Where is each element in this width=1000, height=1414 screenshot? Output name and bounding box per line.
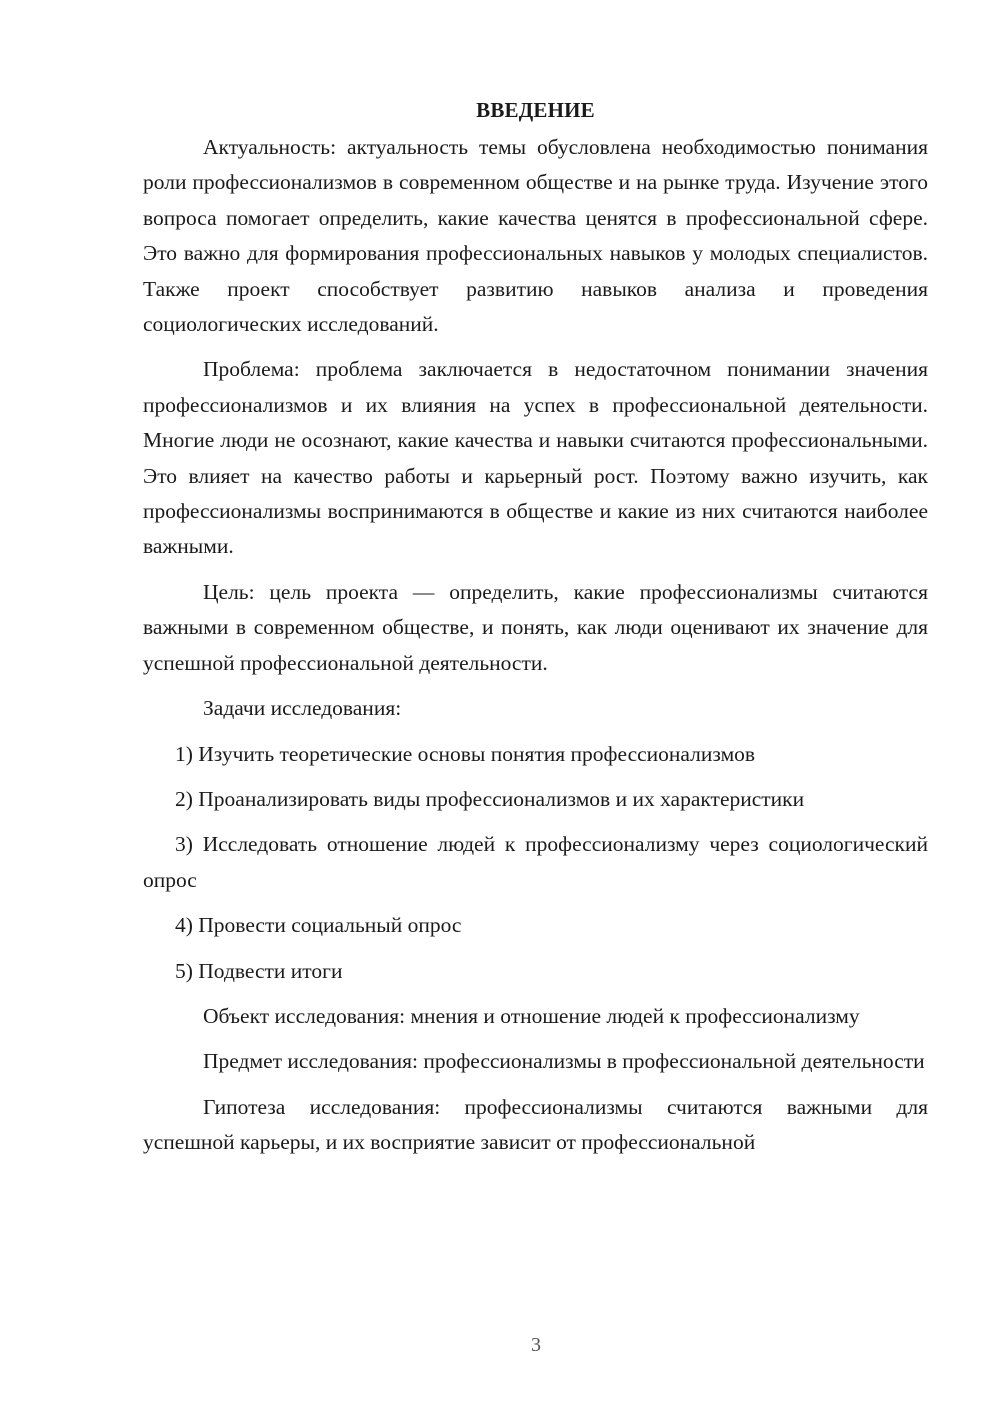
page-number: 3 (531, 1334, 541, 1356)
task-item-4: 4) Провести социальный опрос (175, 913, 462, 938)
task-item-5: 5) Подвести итоги (175, 958, 343, 983)
task-item-1: 1) Изучить теоретические основы понятия профессионализмов (175, 741, 756, 766)
section-heading: ВВЕДЕНИЕ (476, 98, 595, 122)
hypothesis-paragraph: Гипотеза исследования: профессионализмы считаются важными для успешной карьеры, и их восприятие зависит от профессиональной (143, 1094, 928, 1155)
problem-paragraph: Проблема: проблема заключается в недостаточном понимании значения профессионализмов и их влияния на успех в профессиональной деятельности. Многие люди не осознают, какие качества и навыки считаются профессиональными. Это влияет на качество работы и карьерный рост. Поэтому важно изучить, как профессионализмы воспринимаются в обществе и какие из них считаются наиболее важными. (143, 357, 928, 559)
task-item-3: 3) Исследовать отношение людей к профессионализму через социологический опрос (143, 832, 928, 892)
task-item-2: 2) Проанализировать виды профессионализмов и их характеристики (175, 786, 805, 811)
tasks-heading: Задачи исследования: (203, 696, 402, 721)
subject-paragraph: Предмет исследования: профессионализмы в профессиональной деятельности (203, 1049, 925, 1074)
object-paragraph: Объект исследования: мнения и отношение людей к профессионализму (203, 1003, 860, 1028)
goal-paragraph: Цель: цель проекта — определить, какие профессионализмы считаются важными в современном обществе, и понять, как люди оценивают их значение для успешной профессиональной деятельности. (143, 579, 928, 675)
relevance-paragraph: Актуальность: актуальность темы обусловлена необходимостью понимания роли профессионализмов в современном обществе и на рынке труда. Изучение этого вопроса помогает определить, какие качества ценятся в профессиональной сфере. Это важно для формирования профессиональных навыков у молодых специалистов. Также проект способствует развитию навыков анализа и проведения социологических исследований. (143, 135, 928, 337)
document-page (143, 92, 928, 1171)
